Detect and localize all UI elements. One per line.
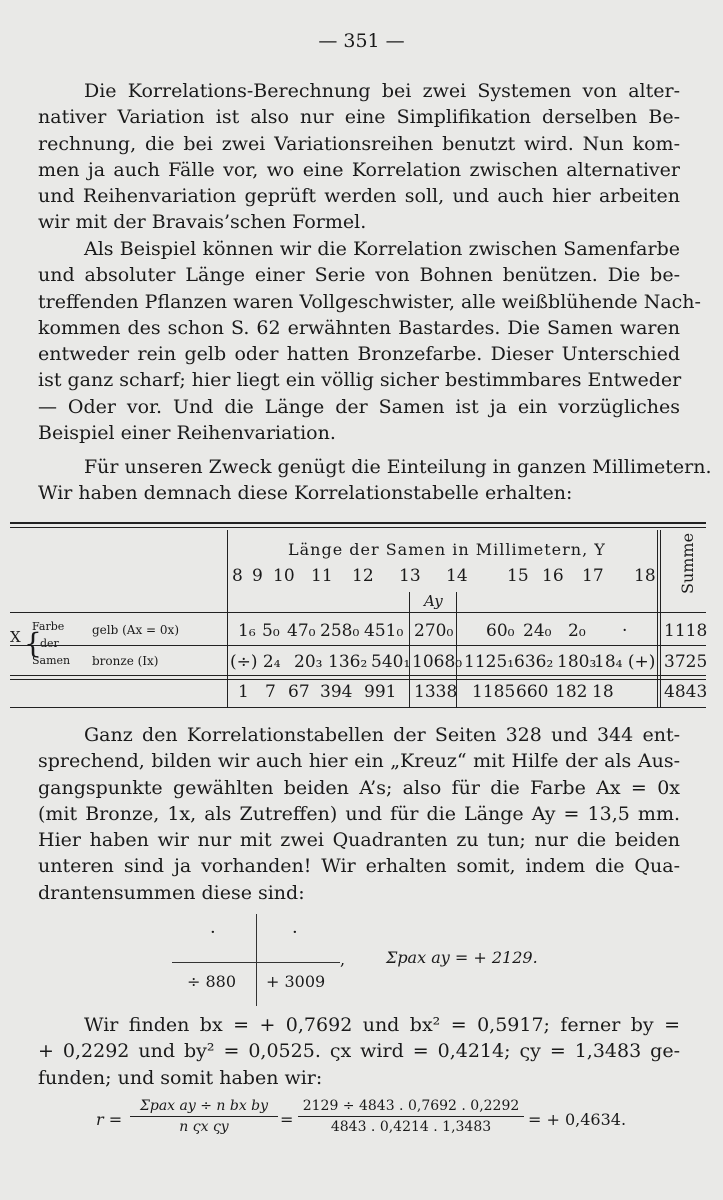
table-cell: 1₆: [238, 621, 256, 641]
text-line: Die Korrelations-Berechnung bei zwei Systemen von alter-: [84, 80, 680, 102]
table-cell: 5₀: [262, 621, 280, 641]
brace-icon: {: [24, 627, 42, 660]
text-line: und absoluter Länge einer Serie von Bohnen benützen. Die be-: [38, 264, 680, 287]
paragraph-3: [38, 454, 712, 507]
text-line: funden; und somit haben wir:: [38, 1066, 323, 1089]
text-line: Wir haben demnach diese Korrelationstabelle erhalten:: [38, 482, 573, 505]
text-line: sprechend, bilden wir auch hier ein „Kreuz“ mit Hilfe der als Aus-: [38, 750, 680, 773]
header-cell: 12: [352, 566, 374, 586]
table-vline: [227, 530, 228, 708]
paragraph-4: [38, 722, 680, 906]
denominator-2: 4843 . 0,4214 . 1,3483: [330, 1119, 492, 1135]
header-cell: 14: [446, 566, 468, 586]
total-cell: 1: [238, 682, 249, 702]
fraction-2: [298, 1098, 524, 1135]
table-cell: 258₀: [320, 621, 360, 641]
row-label-gelb: gelb (Ax = 0x): [92, 623, 179, 637]
row-sum: 3725: [664, 652, 708, 672]
quadrant-lower-right: + 3009: [266, 972, 326, 991]
text-line: Beispiel einer Reihenvariation.: [38, 422, 336, 445]
table-cell: 1068₀: [412, 652, 463, 672]
header-cell: 9: [252, 566, 263, 586]
formula-lhs: r =: [96, 1110, 123, 1129]
header-cell: 11: [311, 566, 333, 586]
fraction-bar: [130, 1116, 278, 1117]
table-row-rule: [10, 645, 706, 646]
table-top-rule: [10, 522, 706, 524]
paragraph-1: [38, 78, 680, 236]
text-line: gangspunkte gewählten beiden A’s; also für die Farbe Ax = 0x: [38, 776, 680, 799]
table-cell: 20₃: [294, 652, 323, 672]
table-cell: 18₄ (+): [594, 652, 656, 672]
text-line: drantensummen diese sind:: [38, 881, 305, 904]
total-cell: 1338: [414, 682, 458, 702]
header-cell: 16: [542, 566, 564, 586]
table-cell: 451₀: [364, 621, 404, 641]
formula-equals: =: [280, 1110, 294, 1129]
header-cell: 15: [507, 566, 529, 586]
total-cell: 394: [320, 682, 353, 702]
row-sum: 1118: [664, 621, 708, 641]
group-label: der: [40, 637, 59, 650]
text-line: Als Beispiel können wir die Korrelation zwischen Samenfarbe: [84, 238, 680, 260]
table-bottom-rule: [10, 707, 706, 708]
total-cell: 182: [555, 682, 588, 702]
header-cell: 17: [582, 566, 604, 586]
table-cell: ·: [622, 621, 628, 641]
table-cell: 270₀: [414, 621, 454, 641]
ay-label: Ay: [424, 592, 443, 610]
table-header-rule: [10, 612, 706, 613]
text-line: rechnung, die bei zwei Variationsreihen benutzt wird. Nun kom-: [38, 132, 680, 155]
table-sum-rule: [10, 675, 706, 676]
formula-result: = + 0,4634.: [528, 1110, 627, 1129]
table-cell: 60₀: [486, 621, 515, 641]
numerator-2: 2129 ÷ 4843 . 0,7692 . 0,2292: [302, 1098, 520, 1114]
table-cell: 1125₁: [464, 652, 515, 672]
total-cell: 660: [516, 682, 549, 702]
denominator-1: n ςx ςy: [179, 1119, 229, 1135]
table-header-title: Länge der Samen in Millimetern, Y: [288, 540, 606, 559]
text-line: entweder rein gelb oder hatten Bronzefarbe. Dieser Unterschied: [38, 343, 680, 366]
header-cell: 8: [232, 566, 243, 586]
text-line: nativer Variation ist also nur eine Simplifikation derselben Be-: [38, 106, 680, 129]
group-label: Farbe: [32, 620, 65, 633]
text-line: Hier haben wir nur mit zwei Quadranten zu tun; nur die beiden: [38, 829, 680, 852]
total-cell: 1185: [472, 682, 516, 702]
table-cell: 636₂: [514, 652, 554, 672]
table-vline: [409, 592, 410, 708]
table-top-rule-2: [10, 527, 706, 528]
text-line: Ganz den Korrelationstabellen der Seiten 328 und 344 ent-: [84, 724, 680, 746]
text-line: wir mit der Bravais’schen Formel.: [38, 211, 367, 234]
table-vline: [660, 530, 661, 708]
fraction-bar: [298, 1116, 524, 1117]
text-line: men ja auch Fälle vor, wo eine Korrelation zwischen alternativer: [38, 158, 680, 181]
paragraph-5: [38, 1012, 680, 1091]
text-line: Für unseren Zweck genügt die Einteilung in ganzen Millimetern.: [84, 456, 712, 478]
quadrant-upper-right: ·: [292, 922, 298, 943]
page-number: — 351 —: [318, 30, 405, 52]
cross-vertical: [256, 914, 257, 1006]
quadrant-lower-left: ÷ 880: [187, 972, 237, 991]
text-line: ist ganz scharf; hier liegt ein völlig sicher bestimmbares Entweder: [38, 369, 682, 392]
text-line: (mit Bronze, 1x, als Zutreffen) und für die Länge Ay = 13,5 mm.: [38, 802, 680, 825]
quadrant-upper-left: ·: [210, 922, 216, 943]
table-vline: [657, 530, 658, 708]
table-cell: 540₁: [371, 652, 411, 672]
table-cell: 136₂: [328, 652, 368, 672]
text-line: — Oder vor. Und die Länge der Samen ist ja ein vorzügliches: [38, 395, 680, 418]
table-cell: 47₀: [287, 621, 316, 641]
text-line: treffenden Pflanzen waren Vollgeschwister, alle weißblühende Nach-: [38, 290, 701, 313]
text-line: kommen des schon S. 62 erwähnten Bastardes. Die Samen waren: [38, 316, 680, 339]
paragraph-2: [38, 236, 701, 446]
cross-comma: ,: [340, 950, 346, 969]
numerator-1: Σpax ay ÷ n bx by: [139, 1098, 269, 1114]
header-cell: 18: [634, 566, 656, 586]
sum-expression: Σpax ay = + 2129.: [386, 948, 538, 967]
header-cell: 13: [399, 566, 421, 586]
table-cell: 24₀: [523, 621, 552, 641]
table-cell: 2₀: [568, 621, 586, 641]
summe-label: Summe: [678, 532, 697, 594]
fraction-1: [130, 1098, 278, 1135]
grand-total: 4843: [664, 682, 708, 702]
table-cell: (÷) 2₄: [230, 652, 281, 672]
table-cell: 180₃: [557, 652, 597, 672]
text-line: Wir finden bx = + 0,7692 und bx² = 0,5917; ferner by =: [84, 1014, 680, 1036]
header-cell: 10: [273, 566, 295, 586]
row-label-bronze: bronze (Ix): [92, 654, 159, 668]
total-cell: 18: [592, 682, 614, 702]
text-line: unteren sind ja vorhanden! Wir erhalten somit, indem die Qua-: [38, 855, 680, 878]
total-cell: 67: [288, 682, 310, 702]
table-sum-rule-2: [10, 679, 706, 680]
x-label: X: [10, 628, 21, 646]
text-line: und Reihenvariation geprüft werden soll, und auch hier arbeiten: [38, 185, 680, 208]
group-label: Samen: [32, 654, 71, 667]
text-line: + 0,2292 und by² = 0,0525. ςx wird = 0,4214; ςy = 1,3483 ge-: [38, 1040, 680, 1063]
total-cell: 991: [364, 682, 397, 702]
total-cell: 7: [265, 682, 276, 702]
